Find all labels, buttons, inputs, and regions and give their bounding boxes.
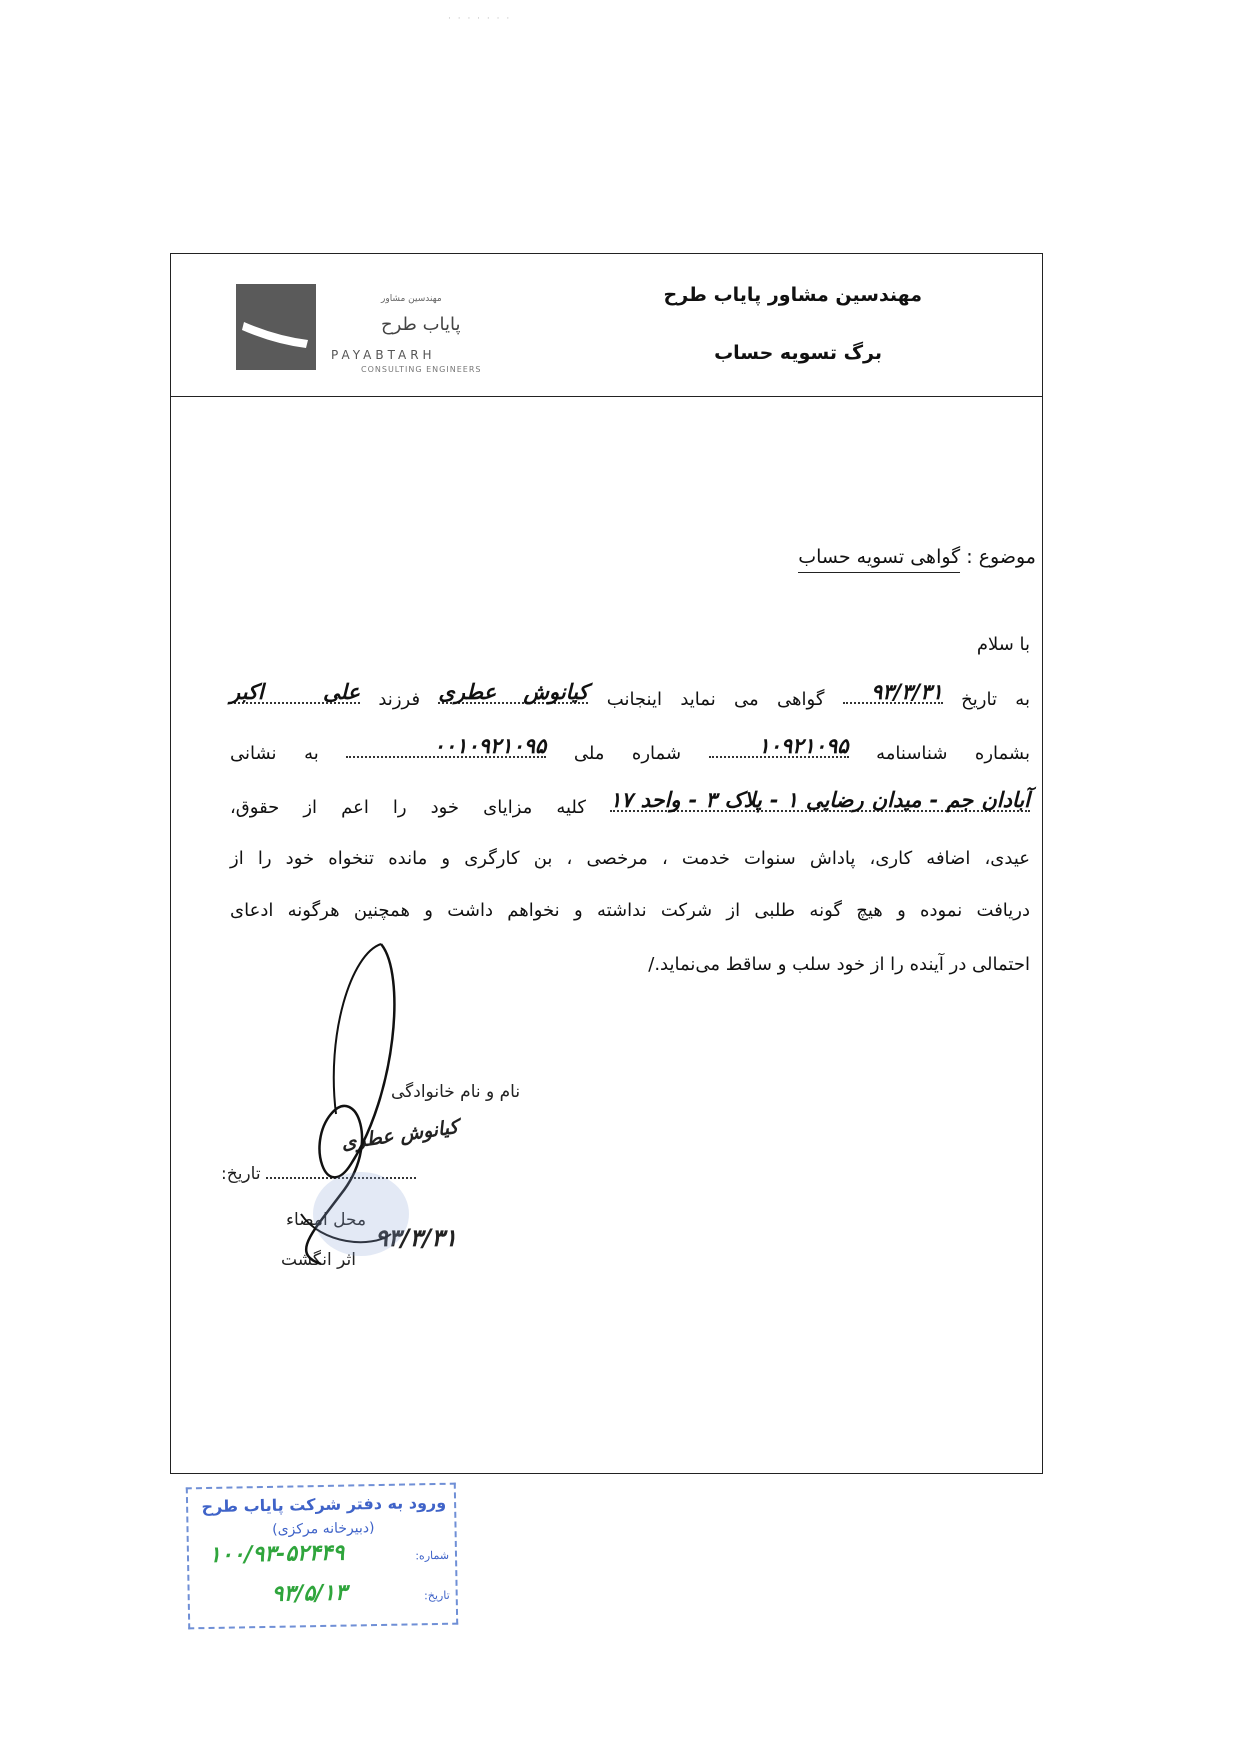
company-name: مهندسین مشاور پایاب طرح [663,284,922,306]
national-id-field [346,734,547,758]
id-number-handwritten: ۱۰۹۲۱۰۹۵ [758,734,849,758]
father-name-handwritten: علی اکبر [230,680,360,704]
date-handwritten: ۹۳/۳/۳۱ [871,680,943,704]
stamp-subtitle: (دبیرخانه مرکزی) [272,1520,375,1538]
subject-line [542,546,1042,568]
date-field [843,680,943,704]
registration-stamp [186,1483,458,1630]
body-line-6: احتمالی در آینده را از خود سلب و ساقط می‌نماید./ [648,954,1030,975]
stamp-date-label: تاریخ: [424,1588,450,1603]
document-frame [170,253,1043,1474]
address-field [610,788,1030,812]
text-national-id: شماره ملی [573,743,682,764]
id-number-field [709,734,849,758]
stamp-date-value: ۹۳/۵/۱۳ [271,1580,348,1607]
name-label: نام و نام خانوادگی [391,1082,521,1102]
father-name-field [230,680,360,704]
scan-artifact: · · · · · · · [448,14,512,24]
text-benefits: کلیه مزایای خود را اعم از حقوق، [230,797,586,818]
text-certify: گواهی می نماید اینجانب [606,689,825,710]
body-line-4: عیدی، اضافه کاری، پاداش سنوات خدمت ، مرخصی ، بن کارگری و مانده تنخواه خود را از [230,848,1030,869]
logo-subtitle-en: CONSULTING ENGINEERS [361,365,482,374]
subject-label: موضوع : [966,546,1036,568]
national-id-handwritten: ۰۰۱۰۹۲۱۰۹۵ [433,734,547,758]
stamp-number-value: ۱۰۰/۹۳-۵۲۴۴۹ [208,1540,345,1568]
name-field [438,680,589,704]
text-address: به نشانی [230,743,319,764]
body-line-2 [230,734,1030,764]
text-date-intro: به تاریخ [961,689,1030,710]
company-logo-icon [236,284,316,370]
stamp-number-label: شماره: [415,1548,450,1563]
form-title: برگ تسویه حساب [714,342,882,364]
greeting: با سلام [976,634,1030,655]
body-line-5: دریافت نموده و هیچ گونه طلبی از شرکت نداشته و نخواهم داشت و همچنین هرگونه ادعای [230,900,1030,921]
text-child-of: فرزند [378,689,421,710]
address-handwritten: آبادان جم - میدان رضایی ۱ - پلاک ۳ - واحد ۱۷ [610,788,1030,812]
signature-scribble-icon [231,914,431,1274]
logo-text-en: PAYABTARH [331,348,436,362]
signature-date-label: تاریخ: [221,1164,261,1184]
text-id-number: بشماره شناسنامه [876,743,1030,764]
logo-subtitle-fa: مهندسین مشاور [381,294,442,304]
letterhead [171,254,1042,397]
sign-place-label: محل امضاء [286,1210,367,1230]
name-handwritten: کیانوش عطری [438,680,589,704]
fingerprint-label: اثر انگشت [281,1250,356,1270]
stamp-title: ورود به دفتر شرکت پایاب طرح [201,1492,447,1517]
signed-name-handwritten: کیانوش عطری [340,1115,460,1155]
sign-date-handwritten: ۹۳/۳/۳۱ [375,1224,457,1252]
body-line-3 [230,788,1030,818]
body-line-1 [230,680,1030,710]
subject-value: گواهی تسویه حساب [798,546,960,573]
logo-text-fa: پایاب طرح [381,314,461,335]
